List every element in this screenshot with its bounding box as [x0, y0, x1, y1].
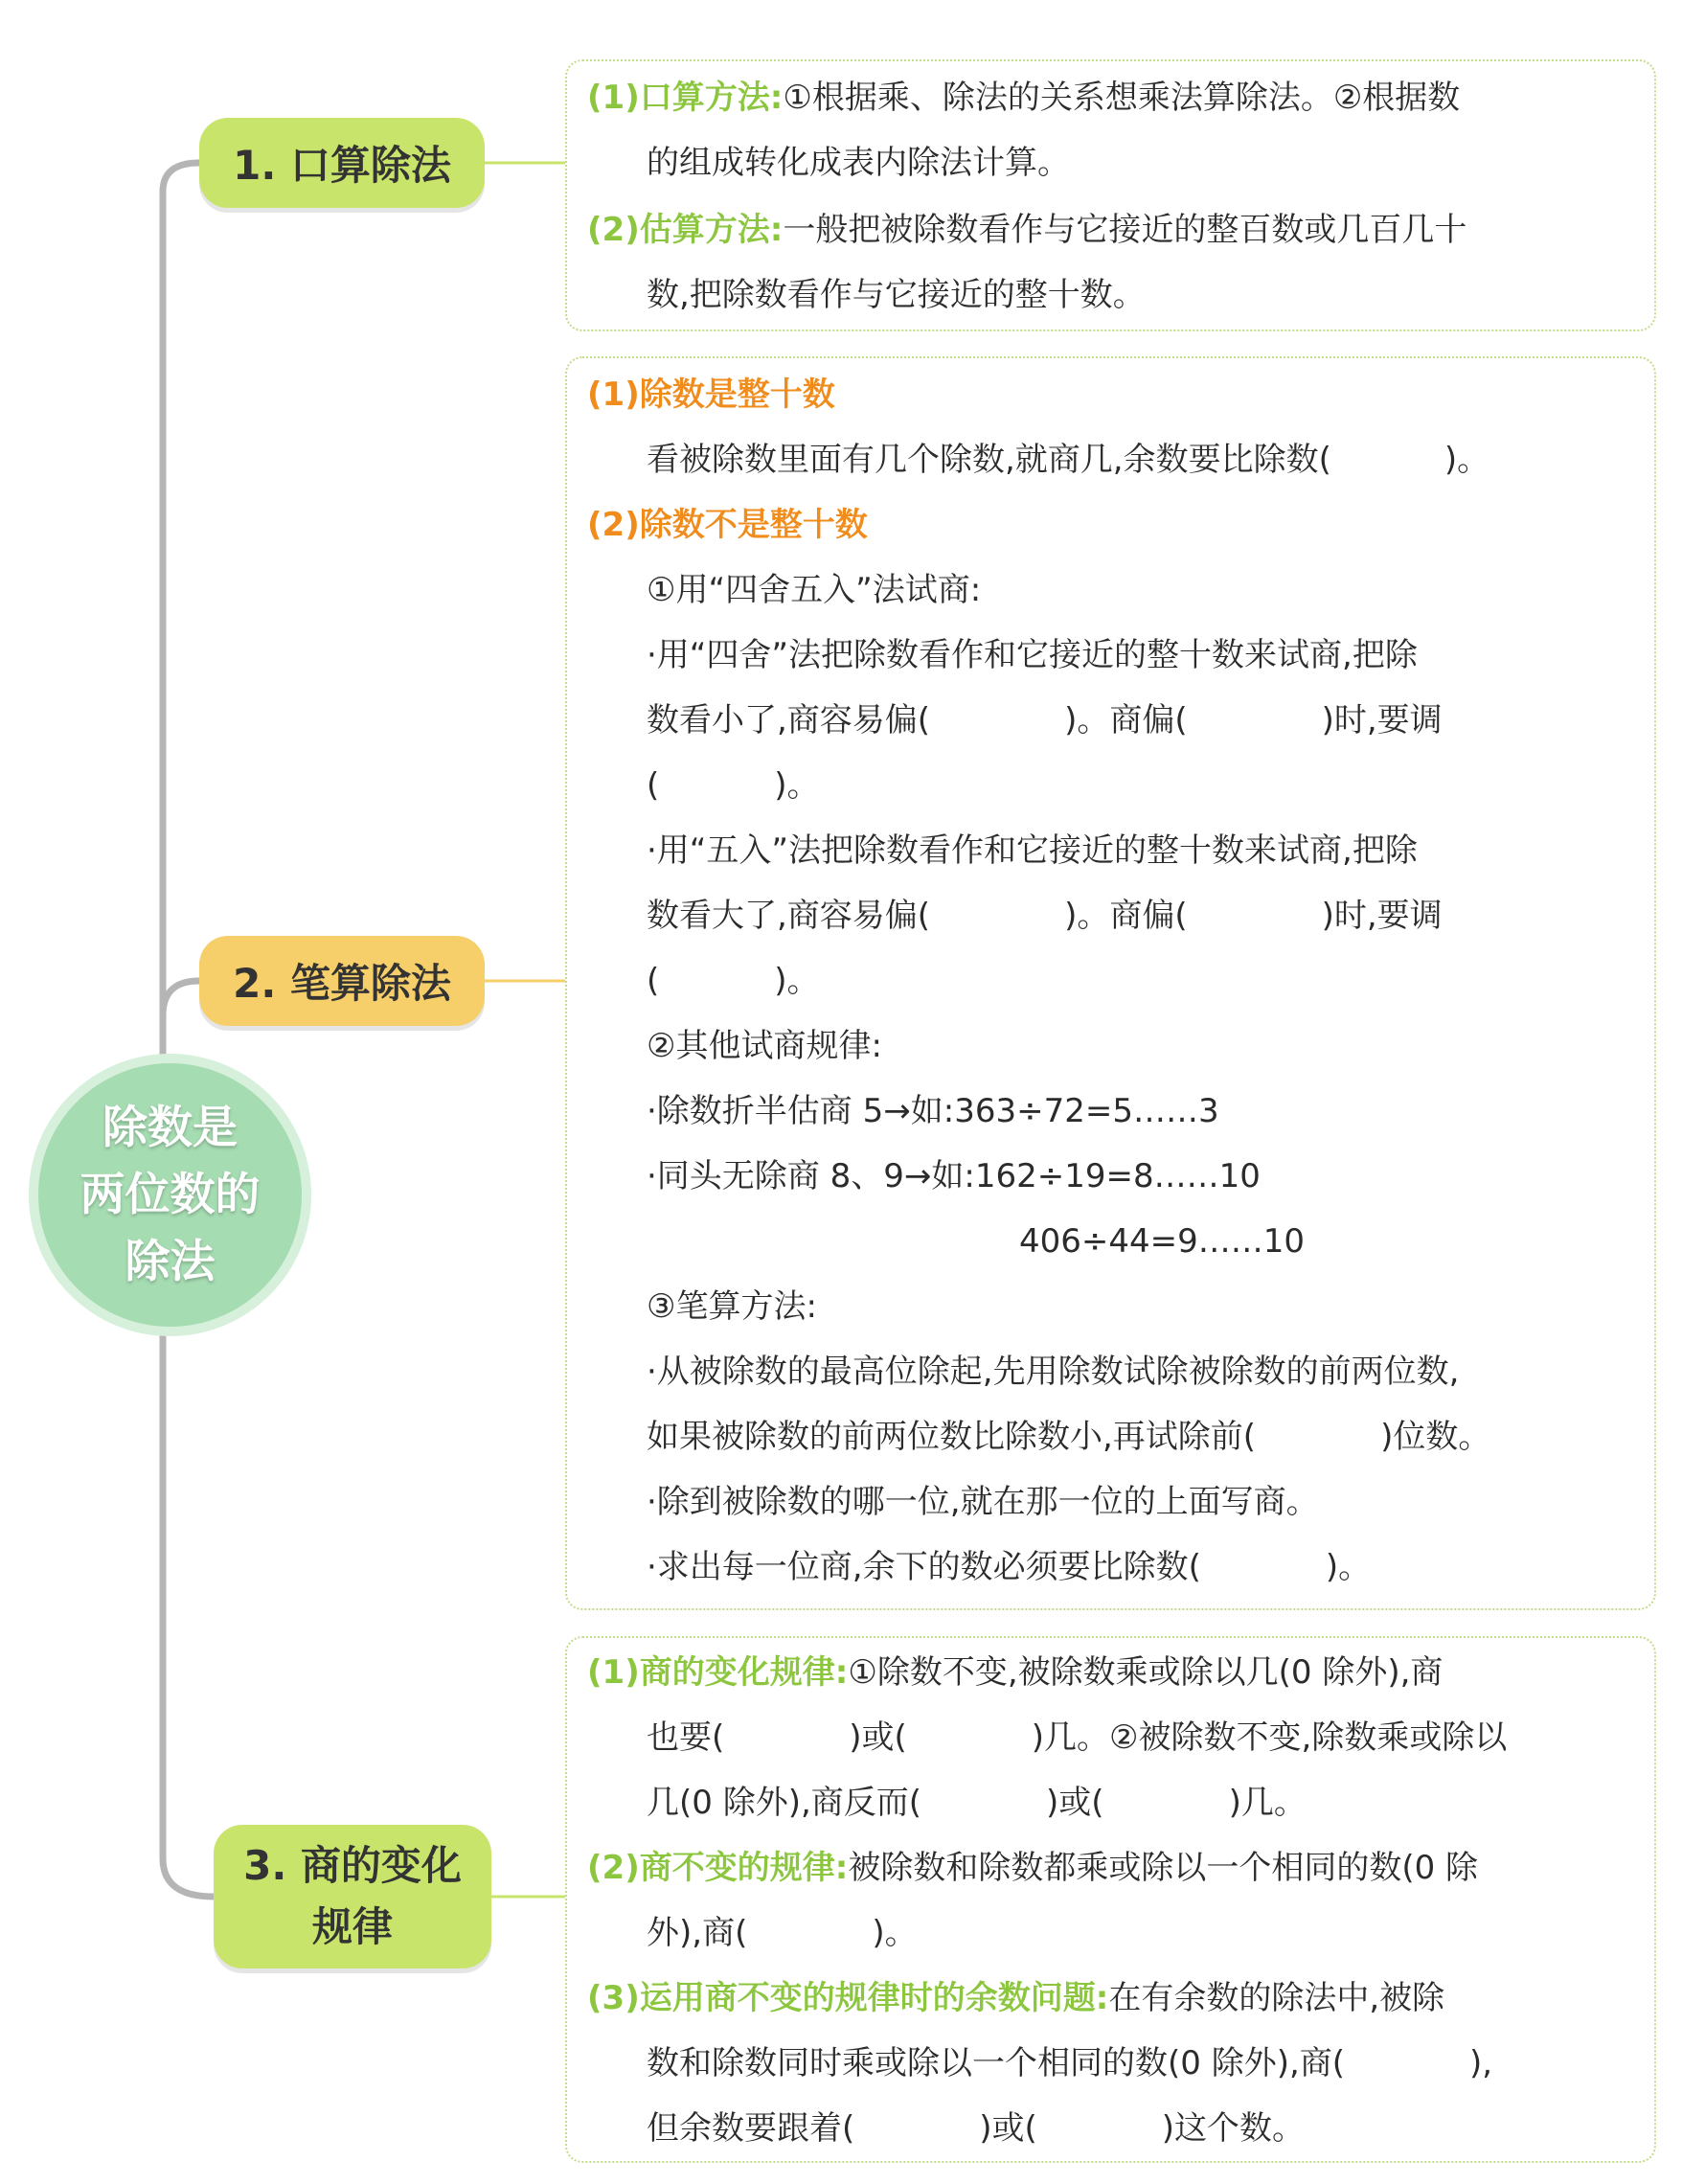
section-heading: (2)估算方法: [587, 211, 784, 249]
text: 数看大了,商容易偏( [647, 897, 931, 935]
text: )时,要调 [1321, 897, 1443, 935]
text: 看被除数里面有几个除数,就商几,余数要比除数( [647, 441, 1331, 479]
text: 但余数要跟着( [647, 2109, 855, 2148]
section-heading: (2)除数不是整十数 [587, 506, 868, 544]
text-line: ②其他试商规律: [647, 1027, 882, 1065]
branch-label-line: 3. 商的变化 [243, 1842, 462, 1889]
text: ( [647, 766, 660, 805]
text: 数和除数同时乘或除以一个相同的数(0 除外),商( [647, 2044, 1346, 2082]
text-line: ·从被除数的最高位除起,先用除数试除被除数的前两位数, [647, 1353, 1460, 1391]
text-line: ·除到被除数的哪一位,就在那一位的上面写商。 [647, 1483, 1319, 1521]
text: )几。 [1228, 1784, 1307, 1822]
text: 几(0 除外),商反而( [647, 1784, 922, 1822]
text: )几。②被除数不变,除数乘或除以 [1031, 1718, 1508, 1757]
text: )。 [774, 766, 820, 805]
text-line: 的组成转化成表内除法计算。 [647, 144, 1070, 182]
text-line [647, 883, 1443, 948]
text-line [647, 1535, 1371, 1600]
text: ①除数不变,被除数乘或除以几(0 除外),商 [848, 1653, 1443, 1692]
text-line: ③笔算方法: [647, 1287, 817, 1326]
branch-label: 1. 口算除法 [233, 142, 451, 189]
branch-node-oral-division [199, 118, 485, 208]
text: )或( [1046, 1784, 1104, 1822]
text-line [647, 753, 820, 818]
text: )位数。 [1380, 1418, 1491, 1456]
section-heading: (1)口算方法: [587, 79, 784, 117]
text-line: ·用“五入”法把除数看作和它接近的整十数来试商,把除 [647, 831, 1418, 870]
section-heading: (2)商不变的规律: [587, 1849, 849, 1887]
text: 一般把被除数看作与它接近的整百数或几百几十 [783, 211, 1467, 249]
text-line [587, 1966, 1444, 2031]
text-line [647, 1770, 1307, 1835]
section-heading: (3)运用商不变的规律时的余数问题: [587, 1979, 1109, 2017]
center-topic-line: 除法 [125, 1235, 216, 1288]
text: )。 [1443, 441, 1490, 479]
branch-label: 2. 笔算除法 [233, 960, 451, 1007]
text: )或( [849, 1718, 907, 1757]
text-line [647, 1705, 1507, 1770]
text: ( [647, 962, 660, 1000]
text: )。商偏( [1064, 897, 1188, 935]
text-line [647, 948, 820, 1013]
text: 如果被除数的前两位数比除数小,再试除前( [647, 1418, 1257, 1456]
text-line: ·同头无除商 8、9→如:162÷19=8……10 [647, 1157, 1261, 1195]
text: 外),商( [647, 1914, 748, 1952]
text-line: ·用“四舍”法把除数看作和它接近的整十数来试商,把除 [647, 636, 1418, 674]
text-line: 406÷44=9……10 [1019, 1222, 1306, 1261]
branch-node-written-division [199, 936, 485, 1026]
text: )或( [979, 2109, 1037, 2148]
text-line [647, 1900, 918, 1966]
text: 数看小了,商容易偏( [647, 701, 931, 739]
text-line [587, 1640, 1443, 1705]
section-heading: (1)商的变化规律: [587, 1653, 849, 1692]
text-line [587, 197, 1466, 262]
branch-label-line: 规律 [311, 1903, 393, 1950]
center-topic [38, 1063, 302, 1327]
text-line: 数,把除数看作与它接近的整十数。 [647, 276, 1146, 314]
text: 也要( [647, 1718, 725, 1757]
center-topic-line: 除数是 [102, 1101, 238, 1154]
center-topic-line: 两位数的 [80, 1168, 261, 1221]
text-line [647, 1404, 1490, 1469]
text-line: ·除数折半估商 5→如:363÷72=5……3 [647, 1092, 1219, 1130]
text-line [587, 65, 1460, 130]
branch-node-quotient-rules [214, 1825, 491, 1968]
text: ·求出每一位商,余下的数必须要比除数( [647, 1548, 1201, 1586]
text-line [647, 427, 1489, 492]
text: )时,要调 [1321, 701, 1443, 739]
text: )。 [872, 1914, 918, 1952]
text-line [587, 1835, 1478, 1900]
text: ①根据乘、除法的关系想乘法算除法。②根据数 [783, 79, 1461, 117]
text: )。商偏( [1064, 701, 1188, 739]
text: 被除数和除数都乘或除以一个相同的数(0 除 [848, 1849, 1479, 1887]
section-heading: (1)除数是整十数 [587, 375, 835, 414]
text: ), [1469, 2044, 1493, 2082]
text-line: ①用“四舍五入”法试商: [647, 571, 982, 609]
text: 在有余数的除法中,被除 [1108, 1979, 1445, 2017]
text-line [647, 2031, 1492, 2096]
text-line [647, 688, 1443, 753]
text-line [647, 2096, 1305, 2161]
text: )。 [774, 962, 820, 1000]
text: )。 [1325, 1548, 1372, 1586]
text: )这个数。 [1161, 2109, 1306, 2148]
